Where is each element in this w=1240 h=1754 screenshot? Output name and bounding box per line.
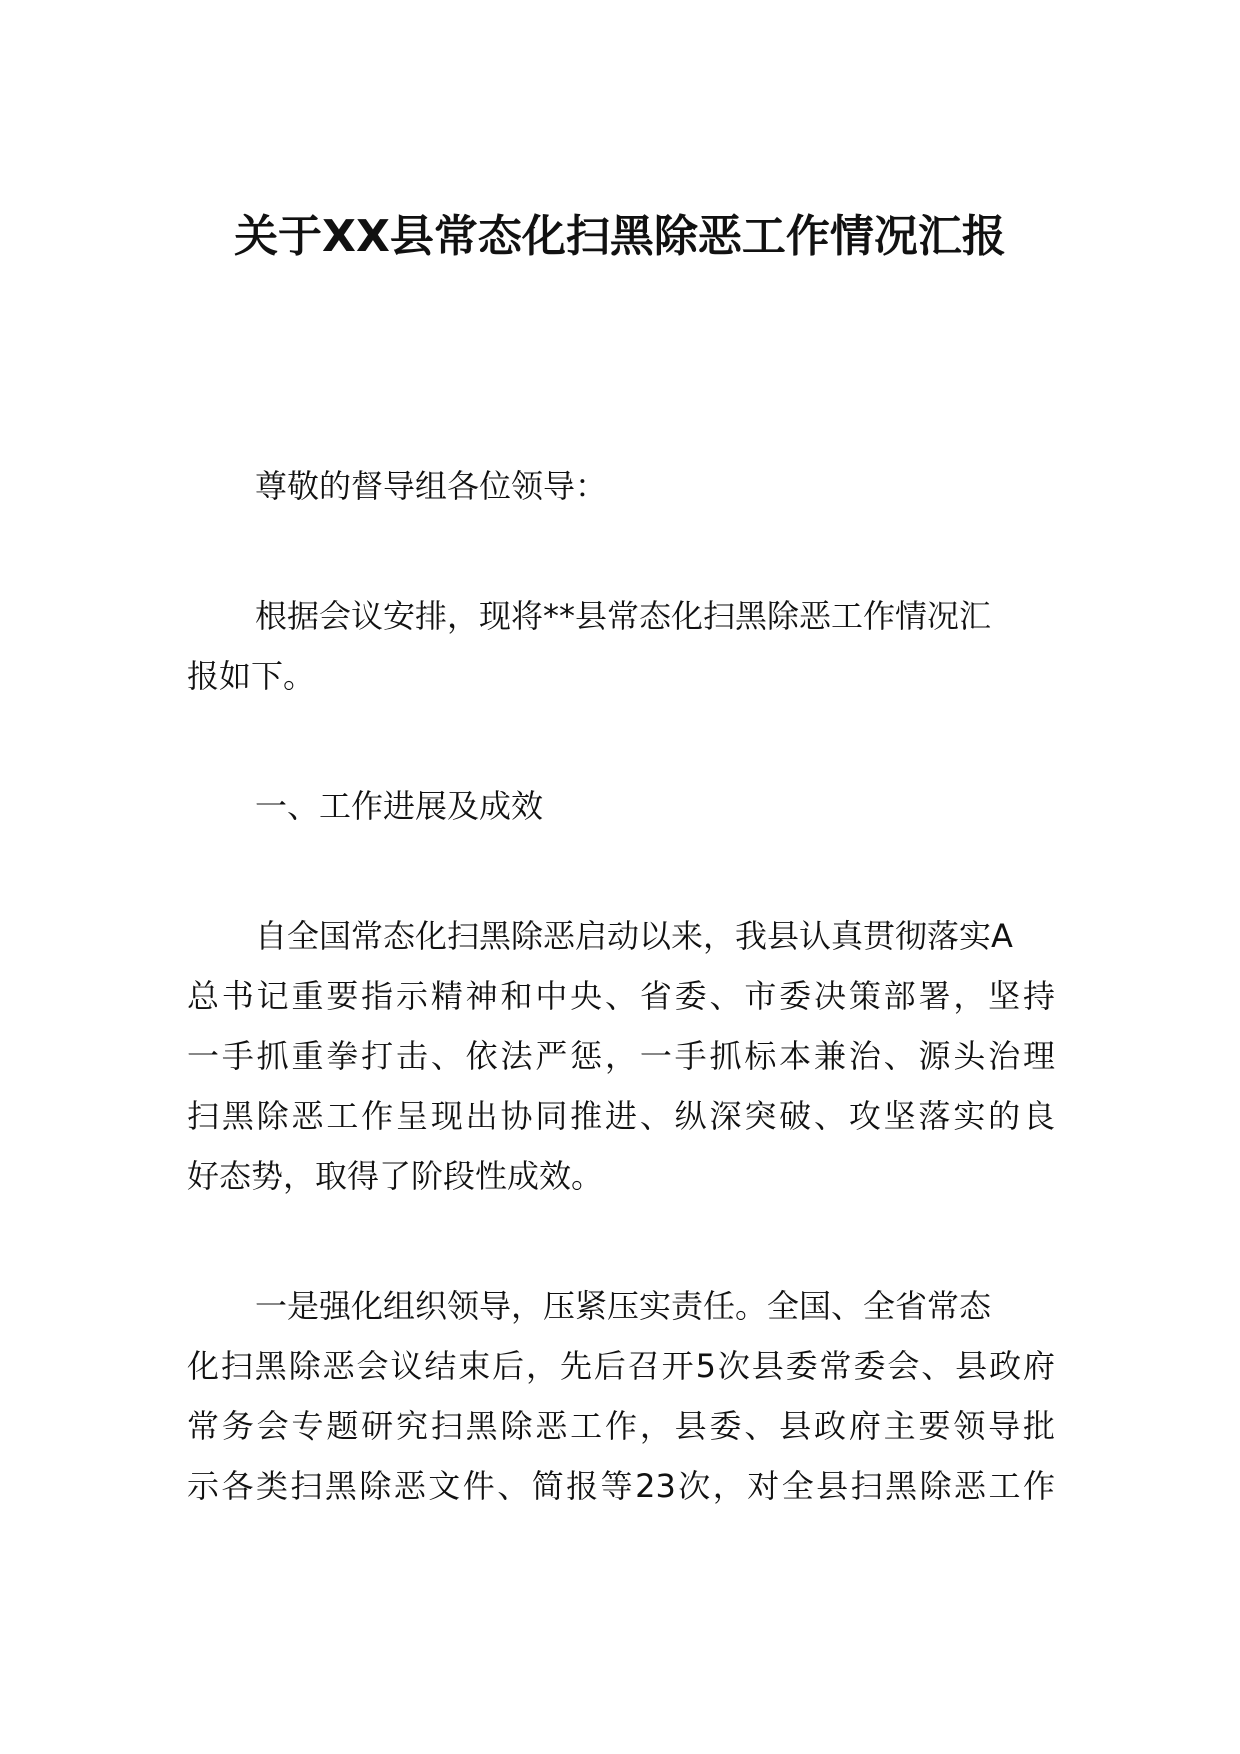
paragraph-1-line-4: 扫黑除恶工作呈现出协同推进、纵深突破、攻坚落实的良 [187, 1097, 1055, 1135]
paragraph-2-line-4: 示各类扫黑除恶文件、简报等23次，对全县扫黑除恶工作 [187, 1467, 1055, 1505]
paragraph-2-line-3: 常务会专题研究扫黑除恶工作，县委、县政府主要领导批 [187, 1407, 1055, 1445]
paragraph-1-line-3: 一手抓重拳打击、依法严惩，一手抓标本兼治、源头治理 [187, 1037, 1055, 1075]
paragraph-1-line-5: 好态势，取得了阶段性成效。 [187, 1157, 604, 1195]
intro-line-1: 根据会议安排，现将**县常态化扫黑除恶工作情况汇 [255, 597, 992, 635]
page-title: 关于XX县常态化扫黑除恶工作情况汇报 [234, 211, 1006, 262]
paragraph-2-line-2: 化扫黑除恶会议结束后，先后召开5次县委常委会、县政府 [187, 1347, 1055, 1385]
paragraph-1-line-2: 总书记重要指示精神和中央、省委、市委决策部署，坚持 [187, 977, 1055, 1015]
salutation: 尊敬的督导组各位领导： [255, 467, 608, 505]
intro-line-2: 报如下。 [187, 657, 316, 695]
paragraph-2-line-1: 一是强化组织领导，压紧压实责任。全国、全省常态 [255, 1287, 992, 1325]
paragraph-1-line-1: 自全国常态化扫黑除恶启动以来，我县认真贯彻落实A [255, 917, 1013, 955]
section-heading: 一、工作进展及成效 [255, 787, 544, 825]
